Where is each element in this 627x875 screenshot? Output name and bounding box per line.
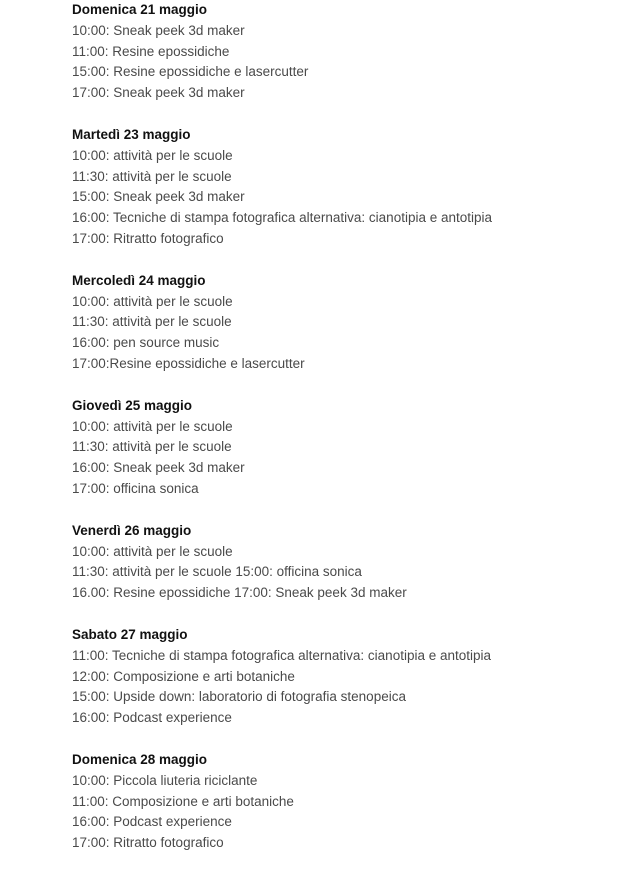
schedule-entry: 11:00: Tecniche di stampa fotografica alternativa: cianotipia e antotipia bbox=[72, 647, 492, 663]
schedule-entry: 12:00: Composizione e arti botaniche bbox=[72, 668, 295, 684]
schedule-entry: 10:00: attività per le scuole bbox=[72, 147, 233, 163]
schedule-entry: 17:00:Resine epossidiche e lasercutter bbox=[72, 355, 305, 371]
day-title: Martedì 23 maggio bbox=[72, 126, 191, 142]
day-section bbox=[72, 521, 617, 604]
schedule-entry: 16:00: pen source music bbox=[72, 335, 220, 351]
schedule-entry: 15:00: Resine epossidiche e lasercutter bbox=[72, 64, 309, 80]
schedule-entry: 10:00: attività per le scuole bbox=[72, 418, 233, 434]
schedule-entry: 16:00: Podcast experience bbox=[72, 814, 232, 830]
event-schedule bbox=[72, 0, 617, 875]
schedule-entry: 11:00: Composizione e arti botaniche bbox=[72, 793, 294, 809]
day-section bbox=[72, 271, 617, 375]
schedule-entry: 10:00: attività per le scuole bbox=[72, 293, 233, 309]
day-title: Mercoledì 24 maggio bbox=[72, 272, 206, 288]
schedule-entry: 17:00: officina sonica bbox=[72, 480, 199, 496]
day-section bbox=[72, 125, 617, 250]
schedule-entry: 11:30: attività per le scuole bbox=[72, 168, 232, 184]
schedule-entry: 11:30: attività per le scuole 15:00: officina sonica bbox=[72, 564, 362, 580]
schedule-entry: 16:00: Sneak peek 3d maker bbox=[72, 460, 245, 476]
schedule-entry: 11:30: attività per le scuole bbox=[72, 314, 232, 330]
day-section bbox=[72, 625, 617, 729]
schedule-entry: 11:30: attività per le scuole bbox=[72, 439, 232, 455]
schedule-entry: 17:00: Sneak peek 3d maker bbox=[72, 85, 245, 101]
schedule-entry: 15:00: Upside down: laboratorio di fotografia stenopeica bbox=[72, 689, 406, 705]
schedule-entry: 10:00: Piccola liuteria riciclante bbox=[72, 772, 258, 788]
schedule-entry: 16.00: Resine epossidiche 17:00: Sneak peek 3d maker bbox=[72, 585, 407, 601]
schedule-entry: 16:00: Tecniche di stampa fotografica alternativa: cianotipia e antotipia bbox=[72, 210, 493, 226]
schedule-entry: 16:00: Podcast experience bbox=[72, 710, 232, 726]
day-title: Domenica 28 maggio bbox=[72, 751, 208, 767]
day-section bbox=[72, 750, 617, 854]
day-title: Sabato 27 maggio bbox=[72, 626, 188, 642]
schedule-entry: 11:00: Resine epossidiche bbox=[72, 43, 230, 59]
day-section bbox=[72, 396, 617, 500]
schedule-entry: 15:00: Sneak peek 3d maker bbox=[72, 189, 245, 205]
day-title: Giovedì 25 maggio bbox=[72, 397, 193, 413]
schedule-entry: 10:00: attività per le scuole bbox=[72, 543, 233, 559]
schedule-entry: 10:00: Sneak peek 3d maker bbox=[72, 22, 245, 38]
schedule-entry: 17:00: Ritratto fotografico bbox=[72, 230, 224, 246]
day-title: Domenica 21 maggio bbox=[72, 2, 208, 17]
schedule-entry: 17:00: Ritratto fotografico bbox=[72, 835, 224, 851]
day-title: Venerdì 26 maggio bbox=[72, 522, 192, 538]
day-section bbox=[72, 0, 617, 104]
